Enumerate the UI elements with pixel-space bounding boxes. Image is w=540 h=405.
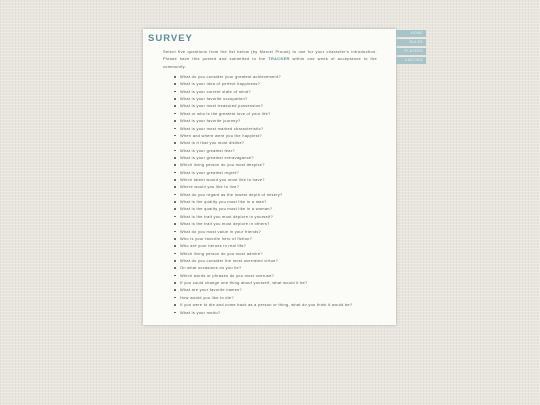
question-item: Which living person do you most admire?	[174, 250, 389, 257]
question-item: What is the quality you most like in a man?	[174, 198, 389, 205]
question-item: What is it that you most dislike?	[174, 139, 389, 146]
question-list	[174, 73, 389, 316]
question-item: What or who is the greatest love of your life?	[174, 110, 389, 117]
question-item: Which words or phrases do you most overuse?	[174, 272, 389, 279]
question-item: What is your most marked characteristic?	[174, 125, 389, 132]
nav-players-link[interactable]: PLAYERS	[396, 48, 426, 55]
content-panel	[143, 29, 396, 325]
intro-text-end: within one week of acceptance to the community.	[163, 56, 377, 69]
side-nav	[396, 30, 426, 66]
page-title: SURVEY	[148, 33, 193, 44]
intro-text-start: Select five questions from the list below (by Marcel Proust) to use for your character's introduction. Please have this posted and submitted to the	[163, 49, 377, 62]
question-item: If you were to die and come back as a person or thing, what do you think it would be?	[174, 301, 389, 308]
nav-home-link[interactable]: HOME	[396, 30, 426, 37]
question-item: What do you regard as the lowest depth of misery?	[174, 191, 389, 198]
tracker-link[interactable]: TRACKER	[268, 56, 290, 62]
question-item: What is your favorite occupation?	[174, 95, 389, 102]
question-item: How would you like to die?	[174, 294, 389, 301]
intro-paragraph	[163, 48, 377, 70]
question-item: What is your greatest fear?	[174, 147, 389, 154]
question-item: What is the quality you most like in a woman?	[174, 205, 389, 212]
question-item: What is your current state of mind?	[174, 88, 389, 95]
question-item: Where would you like to live?	[174, 183, 389, 190]
question-item: On what occasions do you lie?	[174, 264, 389, 271]
question-item: What is the trait you most deplore in yourself?	[174, 213, 389, 220]
nav-rules-link[interactable]: RULES	[396, 39, 426, 46]
question-item: What is your greatest regret?	[174, 169, 389, 176]
question-item: What is your favorite journey?	[174, 117, 389, 124]
question-item: What do you consider your greatest achievement?	[174, 73, 389, 80]
question-item: If you could change one thing about yourself, what would it be?	[174, 279, 389, 286]
question-item: When and where were you the happiest?	[174, 132, 389, 139]
question-item: What is the trait you most deplore in others?	[174, 220, 389, 227]
nav-casting-link[interactable]: CASTING	[396, 57, 426, 64]
question-item: Who are your heroes in real life?	[174, 242, 389, 249]
question-item: What do you consider the most overrated virtue?	[174, 257, 389, 264]
question-item: What do you most value in your friends?	[174, 228, 389, 235]
question-item: What is your idea of perfect happiness?	[174, 80, 389, 87]
question-item: What is your most treasured possession?	[174, 102, 389, 109]
question-item: What is your motto?	[174, 309, 389, 316]
question-item: What are your favorite names?	[174, 286, 389, 293]
question-item: Who is your favorite hero of fiction?	[174, 235, 389, 242]
question-item: What is your greatest extravagance?	[174, 154, 389, 161]
question-item: Which living person do you most despise?	[174, 161, 389, 168]
question-item: Which talent would you most like to have?	[174, 176, 389, 183]
